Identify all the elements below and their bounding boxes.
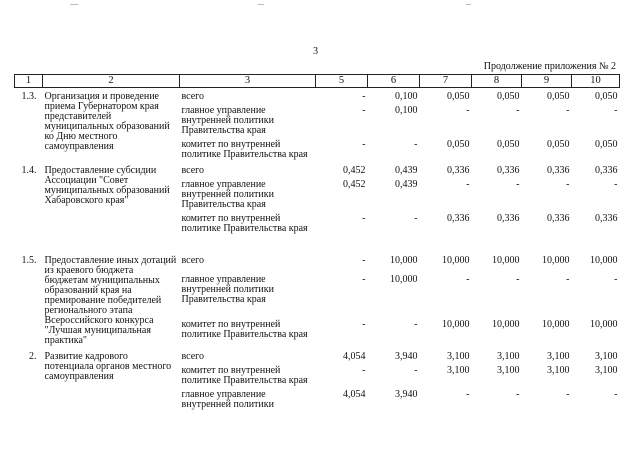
budget-table: [14, 74, 620, 410]
executor-cell: комитет по внутренней политике Правительства края: [181, 139, 308, 160]
table-row: [15, 166, 620, 180]
value-cell: -: [614, 179, 618, 190]
column-header: 3: [180, 75, 316, 88]
row-number: 2.: [29, 351, 37, 362]
row-spacer: [15, 234, 620, 256]
value-cell: -: [362, 105, 366, 116]
executor-cell: всего: [181, 91, 205, 102]
executor-cell: главное управление внутренней политики Правительства края: [181, 105, 274, 136]
value-cell: -: [362, 213, 366, 224]
value-cell: 10,000: [542, 318, 570, 330]
value-cell: -: [414, 213, 418, 224]
row-number: 1.5.: [21, 255, 37, 266]
activity-name: Предоставление субсидии Ассоциации "Совет муниципальных образований Хабаровского края": [44, 165, 170, 206]
value-cell: 3,100: [547, 365, 570, 376]
value-cell: 3,100: [497, 351, 520, 362]
value-cell: -: [414, 318, 418, 330]
executor-cell: комитет по внутренней политике Правительства края: [181, 213, 308, 234]
executor-cell: комитет по внутренней политике Правительства края: [181, 365, 308, 386]
value-cell: -: [516, 179, 520, 190]
value-cell: 3,100: [595, 365, 618, 376]
value-cell: 0,100: [395, 91, 418, 102]
activity-name: Развитие кадрового потенциала органов местного самоуправления: [44, 351, 172, 382]
value-cell: 10,000: [390, 273, 418, 285]
value-cell: 10,000: [542, 255, 570, 266]
value-cell: 3,940: [395, 351, 418, 362]
value-cell: 0,050: [547, 91, 570, 102]
value-cell: -: [362, 255, 366, 266]
value-cell: 3,100: [497, 365, 520, 376]
value-cell: 3,940: [395, 389, 418, 400]
scan-mark: [70, 4, 78, 5]
value-cell: 0,439: [395, 179, 418, 190]
row-number: 1.4.: [21, 165, 37, 176]
scan-mark: [466, 4, 471, 5]
value-cell: 3,100: [447, 351, 470, 362]
value-cell: 0,452: [343, 179, 366, 190]
value-cell: 0,336: [447, 213, 470, 224]
column-header: 10: [572, 75, 620, 88]
value-cell: 0,050: [547, 139, 570, 150]
column-header: 2: [43, 75, 180, 88]
value-cell: -: [466, 105, 470, 116]
scan-marks: [0, 2, 640, 10]
column-header: 6: [368, 75, 420, 88]
executor-cell: главное управление внутренней политики Правительства края: [181, 273, 274, 305]
value-cell: 3,100: [595, 351, 618, 362]
value-cell: -: [516, 273, 520, 285]
table-row: [15, 256, 620, 275]
value-cell: -: [614, 389, 618, 400]
header-row: [15, 75, 620, 88]
value-cell: 0,336: [547, 165, 570, 176]
value-cell: 4,054: [343, 351, 366, 362]
column-header: 8: [472, 75, 522, 88]
activity-name: Предоставление иных дотаций из краевого бюджета бюджетам муниципальных образований края на премирование победителей регионального этапа Всероссийского конкурса "Лучшая муниципальная практика": [44, 255, 177, 346]
row-number: 1.3.: [21, 91, 37, 102]
value-cell: -: [566, 389, 570, 400]
value-cell: 0,336: [497, 165, 520, 176]
activity-name: Организация и проведение приема Губернатором края представителей муниципальных образований ко Дню местного самоуправления: [44, 91, 170, 152]
value-cell: 3,100: [547, 351, 570, 362]
executor-cell: всего: [181, 351, 205, 362]
value-cell: -: [566, 105, 570, 116]
table-body: [15, 88, 620, 411]
value-cell: -: [414, 139, 418, 150]
executor-cell: всего: [181, 255, 205, 266]
continuation-label: Продолжение приложения № 2: [483, 61, 616, 72]
value-cell: -: [466, 273, 470, 285]
value-cell: 0,336: [547, 213, 570, 224]
value-cell: 0,439: [395, 165, 418, 176]
page-number: 3: [313, 46, 318, 57]
value-cell: -: [414, 365, 418, 376]
value-cell: 0,336: [447, 165, 470, 176]
value-cell: -: [516, 105, 520, 116]
column-header: 5: [316, 75, 368, 88]
column-header: 9: [522, 75, 572, 88]
value-cell: 0,050: [497, 91, 520, 102]
value-cell: -: [566, 273, 570, 285]
value-cell: -: [614, 273, 618, 285]
value-cell: -: [566, 179, 570, 190]
column-header: 7: [420, 75, 472, 88]
value-cell: 0,336: [497, 213, 520, 224]
table-row: [15, 92, 620, 106]
value-cell: 10,000: [590, 318, 618, 330]
value-cell: 3,100: [447, 365, 470, 376]
executor-cell: главное управление внутренней политики Правительства края: [181, 179, 274, 210]
value-cell: -: [466, 389, 470, 400]
value-cell: 10,000: [442, 318, 470, 330]
value-cell: 4,054: [343, 389, 366, 400]
value-cell: -: [362, 318, 366, 330]
scan-mark: [258, 4, 264, 5]
table-row: [15, 352, 620, 366]
value-cell: 0,100: [395, 105, 418, 116]
executor-cell: комитет по внутренней политике Правительства края: [181, 318, 308, 340]
value-cell: -: [466, 179, 470, 190]
value-cell: 0,336: [595, 165, 618, 176]
value-cell: 10,000: [390, 255, 418, 266]
value-cell: -: [362, 139, 366, 150]
value-cell: -: [516, 389, 520, 400]
value-cell: -: [362, 365, 366, 376]
value-cell: -: [614, 105, 618, 116]
value-cell: 0,050: [595, 139, 618, 150]
value-cell: 0,050: [447, 91, 470, 102]
value-cell: 0,050: [497, 139, 520, 150]
executor-cell: всего: [181, 165, 205, 176]
value-cell: 0,452: [343, 165, 366, 176]
value-cell: 0,050: [447, 139, 470, 150]
column-header: 1: [15, 75, 43, 88]
executor-cell: главное управление внутренней политики: [181, 389, 274, 410]
value-cell: -: [362, 91, 366, 102]
value-cell: 0,050: [595, 91, 618, 102]
value-cell: 10,000: [442, 255, 470, 266]
value-cell: -: [362, 273, 366, 285]
value-cell: 0,336: [595, 213, 618, 224]
value-cell: 10,000: [492, 255, 520, 266]
value-cell: 10,000: [492, 318, 520, 330]
value-cell: 10,000: [590, 255, 618, 266]
